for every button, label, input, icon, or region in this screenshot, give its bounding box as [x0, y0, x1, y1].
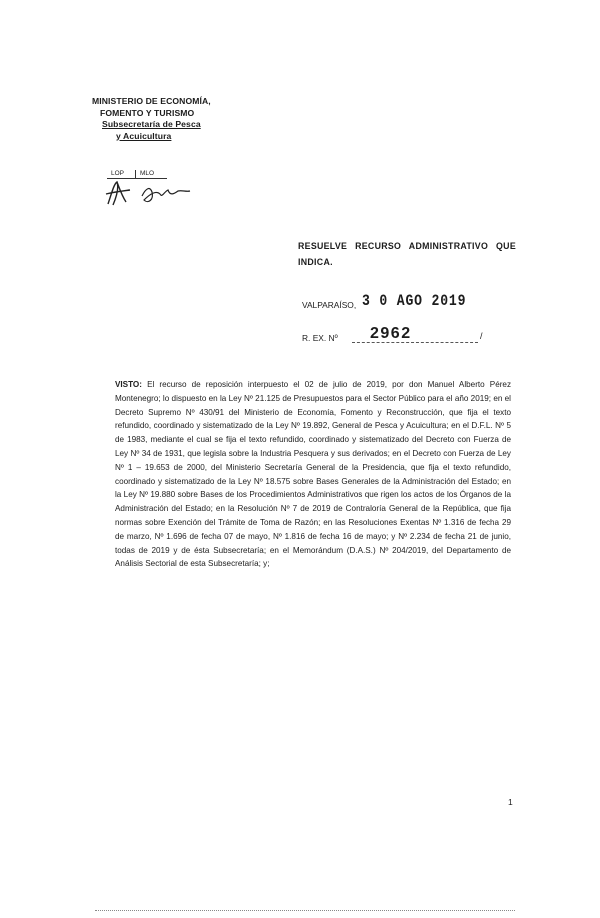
ministry-header [92, 96, 242, 142]
page-number: 1 [508, 797, 513, 807]
resolution-number: 2962 [370, 325, 412, 342]
date-stamp: 3 0 AGO 2019 [362, 292, 467, 310]
ministry-name-line1: MINISTERIO DE ECONOMÍA, [92, 96, 211, 106]
subsecretariat-name-line2: y Acuicultura [116, 130, 172, 141]
visto-label: VISTO: [115, 380, 142, 389]
ministry-name-line2: FOMENTO Y TURISMO [100, 107, 195, 118]
resolution-title: RESUELVE RECURSO ADMINISTRATIVO QUE INDICA. [298, 241, 516, 267]
resolution-number-label: R. EX. Nº [302, 333, 338, 343]
initials-right: MLO [140, 170, 155, 177]
resolution-number-slash: / [480, 331, 483, 341]
initials-divider [135, 170, 136, 178]
scan-edge-line [95, 910, 515, 911]
place-label: VALPARAÍSO, [302, 300, 357, 310]
resolution-number-underline [352, 342, 478, 343]
handwritten-initials-signature [104, 178, 194, 208]
initials-left: LOP [111, 170, 125, 177]
subsecretariat-name-line1: Subsecretaría de Pesca [102, 119, 201, 129]
visto-paragraph [115, 378, 511, 571]
visto-text: El recurso de reposición interpuesto el 02 de julio de 2019, por don Manuel Alberto Pérez Montenegro; lo dispuesto en la Ley Nº 21.125 de Presupuestos para el Sector Público para el año 2019; en el Decreto Supremo Nº 430/91 del Ministerio de Economía, Fomento y Reconstrucción, que fija el texto refundido, coordinado y sistematizado de la Ley Nº 19.892, General de Pesca y Acuicultura; en el D.F.L. Nº 5 de 1983, mediante el cual se fija el texto refundido, coordinado y sistematizado del Decreto con Fuerza de Ley Nº 34 de 1931, que legisla sobre la Industria Pesquera y sus derivados; en el Decreto con Fuerza de Ley Nº 1 – 19.653 de 2000, del Ministerio Secretaría General de la Presidencia, que fija el texto refundido, coordinado y sistematizado de la Ley Nº 18.575 sobre Bases Generales de la Administración del Estado; en la Ley Nº 19.880 sobre Bases de los Procedimientos Administrativos que rigen los actos de los Órganos de la Administración del Estado; en la Resolución Nº 7 de 2019 de Contraloría General de la República, que fija normas sobre Exención del Trámite de Toma de Razón; en las Resoluciones Exentas Nº 1.316 de fecha 29 de marzo, Nº 1.696 de fecha 07 de mayo, Nº 1.816 de fecha 16 de mayo; y Nº 2.234 de fecha 21 de junio, todas de 2019 y de ésta Subsecretaría; en el Memorándum (D.A.S.) Nº 204/2019, del Departamento de Análisis Sectorial de esta Subsecretaría; y; [115, 380, 512, 569]
